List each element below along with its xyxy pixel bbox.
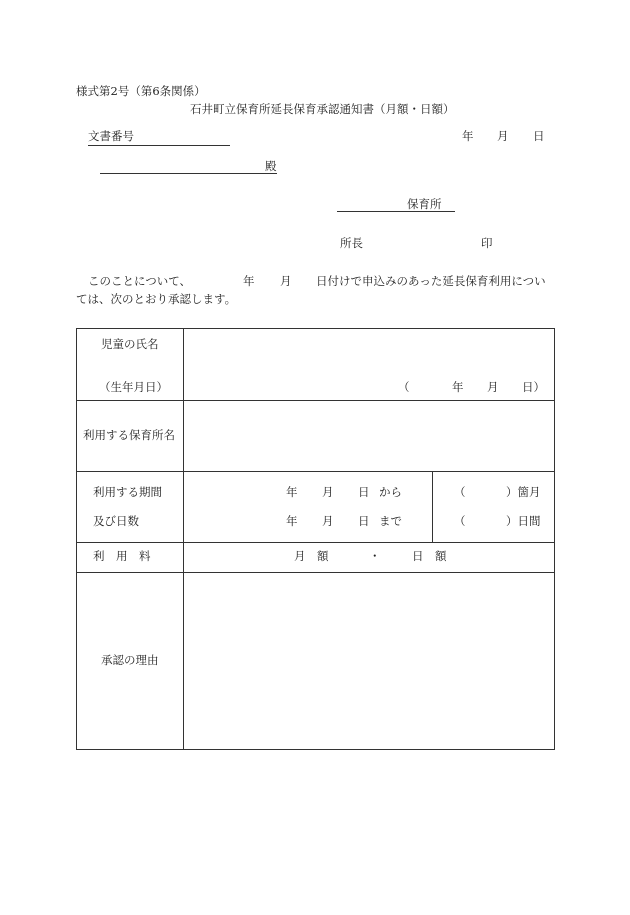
honorific-dono: 殿 bbox=[265, 159, 277, 173]
period-divider bbox=[432, 472, 433, 542]
row-child bbox=[77, 329, 555, 401]
days-close: ）日間 bbox=[506, 514, 541, 528]
doc-number-label: 文書番号 bbox=[88, 129, 134, 143]
issue-date-month: 月 bbox=[497, 129, 509, 143]
body-month: 月 bbox=[280, 274, 292, 288]
body-line2: ては、次のとおり承認します。 bbox=[76, 292, 237, 306]
fee-monthly: 月 額 bbox=[294, 549, 329, 563]
issue-date-year: 年 bbox=[462, 129, 474, 143]
issue-date-day: 日 bbox=[533, 129, 545, 143]
facility-label-cell bbox=[77, 401, 184, 472]
months-close: ）箇月 bbox=[506, 485, 541, 499]
from-year: 年 bbox=[286, 485, 298, 499]
birthdate-label: （生年月日） bbox=[99, 380, 168, 394]
fee-daily: 日 額 bbox=[412, 549, 447, 563]
months-open: （ bbox=[454, 485, 466, 499]
seal-mark: 印 bbox=[481, 236, 493, 250]
child-name-label: 児童の氏名 bbox=[101, 337, 159, 351]
fee-value-cell[interactable] bbox=[184, 543, 555, 573]
days-open: （ bbox=[454, 514, 466, 528]
child-value-cell[interactable] bbox=[184, 329, 555, 401]
reason-value-cell[interactable] bbox=[184, 573, 555, 750]
body-prefix: このことについて、 bbox=[88, 274, 192, 288]
doc-number-field[interactable] bbox=[88, 131, 230, 146]
row-reason bbox=[77, 573, 555, 750]
body-year: 年 bbox=[243, 274, 255, 288]
to-month: 月 bbox=[322, 514, 334, 528]
row-fee bbox=[77, 543, 555, 573]
fee-label-cell bbox=[77, 543, 184, 573]
approval-table bbox=[76, 328, 555, 750]
addressee-line[interactable] bbox=[100, 173, 277, 174]
reason-label: 承認の理由 bbox=[101, 653, 159, 667]
birth-day-close: 日） bbox=[522, 380, 545, 394]
row-facility bbox=[77, 401, 555, 472]
facility-suffix: 保育所 bbox=[407, 197, 442, 211]
row-period bbox=[77, 472, 555, 543]
form-number: 様式第2号（第6条関係） bbox=[76, 84, 206, 98]
fee-dot: ・ bbox=[369, 549, 381, 563]
birth-open: （ bbox=[398, 380, 410, 394]
period-label-2: 及び日数 bbox=[93, 514, 139, 528]
director-label: 所長 bbox=[340, 236, 363, 250]
facility-name-line[interactable] bbox=[337, 211, 455, 212]
from-day: 日 bbox=[358, 485, 370, 499]
period-label-1: 利用する期間 bbox=[93, 485, 162, 499]
document-title: 石井町立保育所延長保育承認通知書（月額・日額） bbox=[190, 102, 455, 116]
birth-month: 月 bbox=[487, 380, 499, 394]
from-month: 月 bbox=[322, 485, 334, 499]
birth-year: 年 bbox=[452, 380, 464, 394]
facility-value-cell[interactable] bbox=[184, 401, 555, 472]
to-day: 日 bbox=[358, 514, 370, 528]
child-label-cell bbox=[77, 329, 184, 401]
facility-label: 利用する保育所名 bbox=[83, 428, 175, 442]
to-year: 年 bbox=[286, 514, 298, 528]
body-suffix: 日付けで申込みのあった延長保育利用につい bbox=[316, 274, 546, 288]
fee-label: 利 用 料 bbox=[93, 549, 151, 563]
period-value-cell[interactable] bbox=[184, 472, 555, 543]
from-word: から bbox=[379, 485, 402, 499]
to-word: まで bbox=[379, 514, 402, 528]
period-label-cell bbox=[77, 472, 184, 543]
reason-label-cell bbox=[77, 573, 184, 750]
